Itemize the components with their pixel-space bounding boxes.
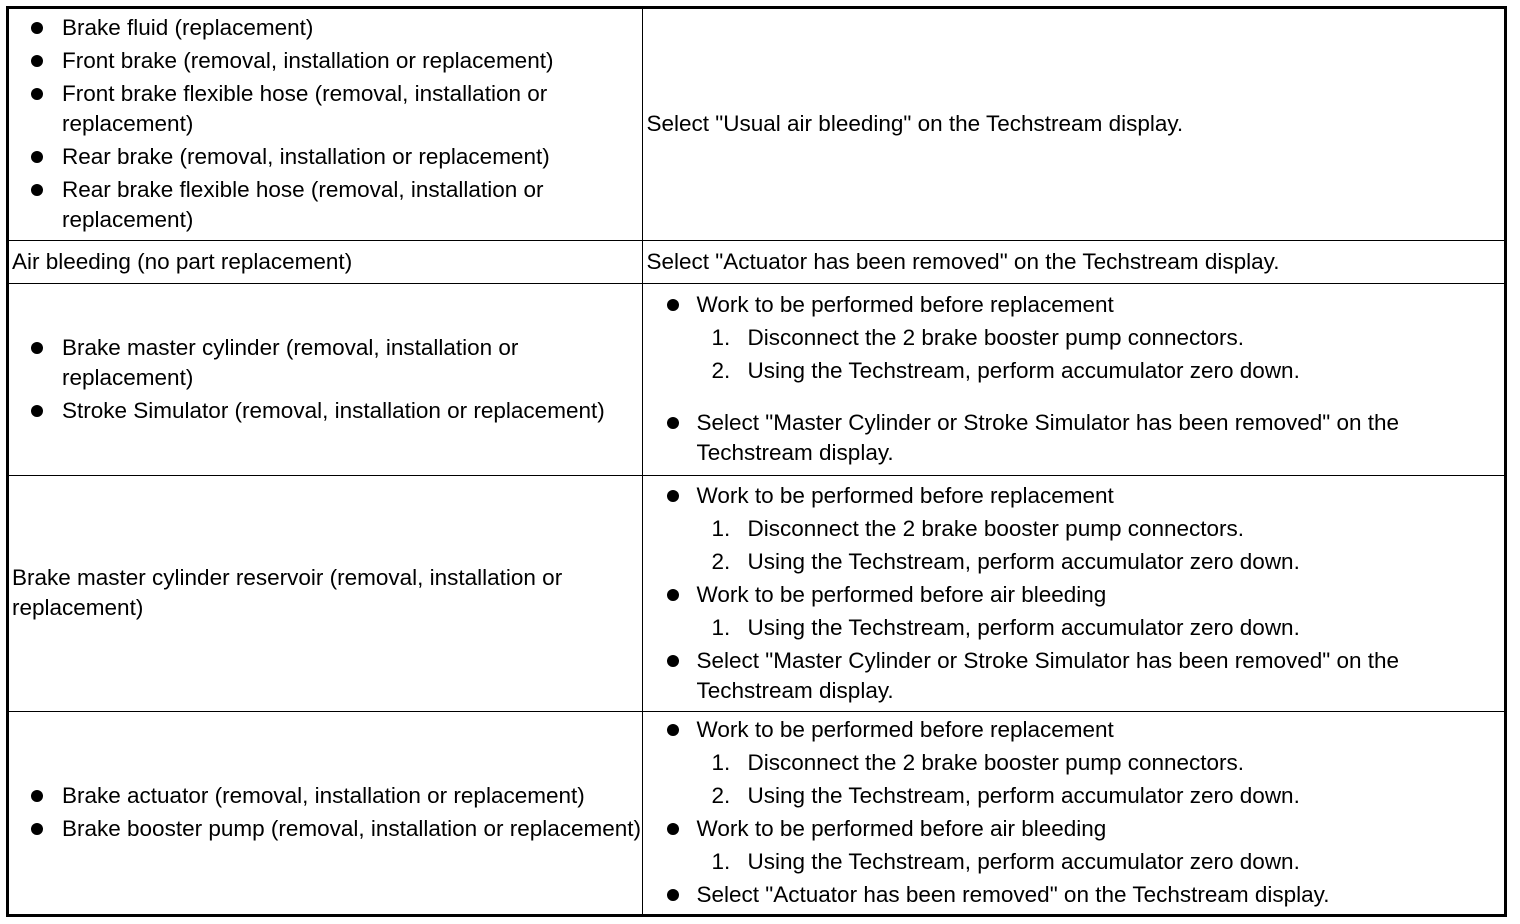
- sub-steps: [697, 847, 1505, 877]
- list-item: Brake actuator (removal, installation or replacement): [9, 781, 642, 811]
- step-text: Disconnect the 2 brake booster pump connectors.: [747, 750, 1245, 776]
- procedure-list: [643, 481, 1505, 706]
- step-text: Using the Techstream, perform accumulator zero down.: [747, 849, 1300, 875]
- sub-step: [697, 613, 1505, 643]
- sub-steps: [697, 748, 1505, 811]
- replaced-parts-cell: [9, 283, 642, 475]
- step-text: Using the Techstream, perform accumulator zero down.: [747, 614, 1300, 640]
- step-number: 1.: [711, 614, 731, 640]
- step-number: 2.: [711, 783, 731, 809]
- sub-step: [697, 781, 1505, 811]
- procedure-list: [643, 715, 1505, 910]
- sub-step: [697, 547, 1505, 577]
- parts-list: [9, 13, 642, 235]
- sub-step: [697, 514, 1505, 544]
- list-item: [643, 481, 1505, 577]
- sub-steps: [697, 613, 1505, 643]
- sub-steps: [697, 323, 1505, 386]
- list-item: [643, 290, 1505, 386]
- step-number: 1.: [711, 849, 731, 875]
- list-item: Brake master cylinder (removal, installation or replacement): [9, 333, 642, 393]
- step-text: Using the Techstream, perform accumulator zero down.: [747, 783, 1300, 809]
- step-text: Using the Techstream, perform accumulator zero down.: [747, 548, 1300, 574]
- step-number: 1.: [711, 750, 731, 776]
- list-item: Select "Master Cylinder or Stroke Simulator has been removed" on the Techstream display.: [643, 646, 1505, 706]
- step-number: 1.: [711, 515, 731, 541]
- procedure-table-frame: [6, 6, 1507, 917]
- procedure-cell: [642, 9, 1504, 240]
- list-item: Front brake (removal, installation or replacement): [9, 46, 642, 76]
- sub-step: [697, 748, 1505, 778]
- step-text: Using the Techstream, perform accumulator zero down.: [747, 358, 1300, 383]
- parts-text: Air bleeding (no part replacement): [12, 248, 353, 274]
- table-row: [9, 283, 1504, 475]
- procedure-cell: [642, 475, 1504, 711]
- list-item: Front brake flexible hose (removal, installation or replacement): [9, 79, 642, 139]
- parts-text: Brake master cylinder reservoir (removal, installation or replacement): [12, 565, 563, 620]
- list-item: Rear brake flexible hose (removal, installation or replacement): [9, 175, 642, 235]
- list-item: Select "Master Cylinder or Stroke Simulator has been removed" on the Techstream display.: [643, 408, 1505, 468]
- list-item: Brake fluid (replacement): [9, 13, 642, 43]
- step-text: Disconnect the 2 brake booster pump connectors.: [747, 325, 1245, 350]
- procedure-cell: [642, 283, 1504, 475]
- list-item: Brake booster pump (removal, installation or replacement): [9, 814, 642, 844]
- procedure-step-heading: Work to be performed before replacement: [696, 717, 1114, 743]
- procedure-step-heading: Work to be performed before air bleeding: [696, 816, 1107, 842]
- parts-list: [9, 333, 642, 426]
- sub-step: [697, 847, 1505, 877]
- step-text: Disconnect the 2 brake booster pump connectors.: [747, 515, 1245, 541]
- list-item: Rear brake (removal, installation or replacement): [9, 142, 642, 172]
- table-row: [9, 475, 1504, 711]
- procedure-list: [643, 290, 1505, 468]
- replaced-parts-cell: [9, 475, 642, 711]
- procedure-text: Select "Actuator has been removed" on the Techstream display.: [646, 248, 1280, 274]
- list-item: [643, 814, 1505, 877]
- replaced-parts-cell: [9, 9, 642, 240]
- list-item: Select "Actuator has been removed" on the Techstream display.: [643, 880, 1505, 910]
- list-item: [643, 580, 1505, 643]
- step-number: 1.: [711, 325, 731, 350]
- procedure-cell: [642, 711, 1504, 914]
- table-row: [9, 9, 1504, 240]
- parts-list: [9, 781, 642, 844]
- procedure-step-heading: Work to be performed before air bleeding: [696, 581, 1107, 607]
- replaced-parts-cell: [9, 711, 642, 914]
- sub-step: [697, 356, 1505, 386]
- list-item: Stroke Simulator (removal, installation or replacement): [9, 396, 642, 426]
- procedure-step-heading: Work to be performed before replacement: [696, 482, 1114, 508]
- list-item: [643, 715, 1505, 811]
- procedure-cell: [642, 240, 1504, 283]
- procedure-step-heading: Work to be performed before replacement: [696, 292, 1114, 317]
- step-number: 2.: [711, 358, 731, 383]
- step-number: 2.: [711, 548, 731, 574]
- table-row: [9, 240, 1504, 283]
- sub-step: [697, 323, 1505, 353]
- replaced-parts-cell: [9, 240, 642, 283]
- air-bleeding-procedure-table: [9, 9, 1504, 914]
- procedure-text: Select "Usual air bleeding" on the Techstream display.: [646, 111, 1184, 137]
- table-row: [9, 711, 1504, 914]
- sub-steps: [697, 514, 1505, 577]
